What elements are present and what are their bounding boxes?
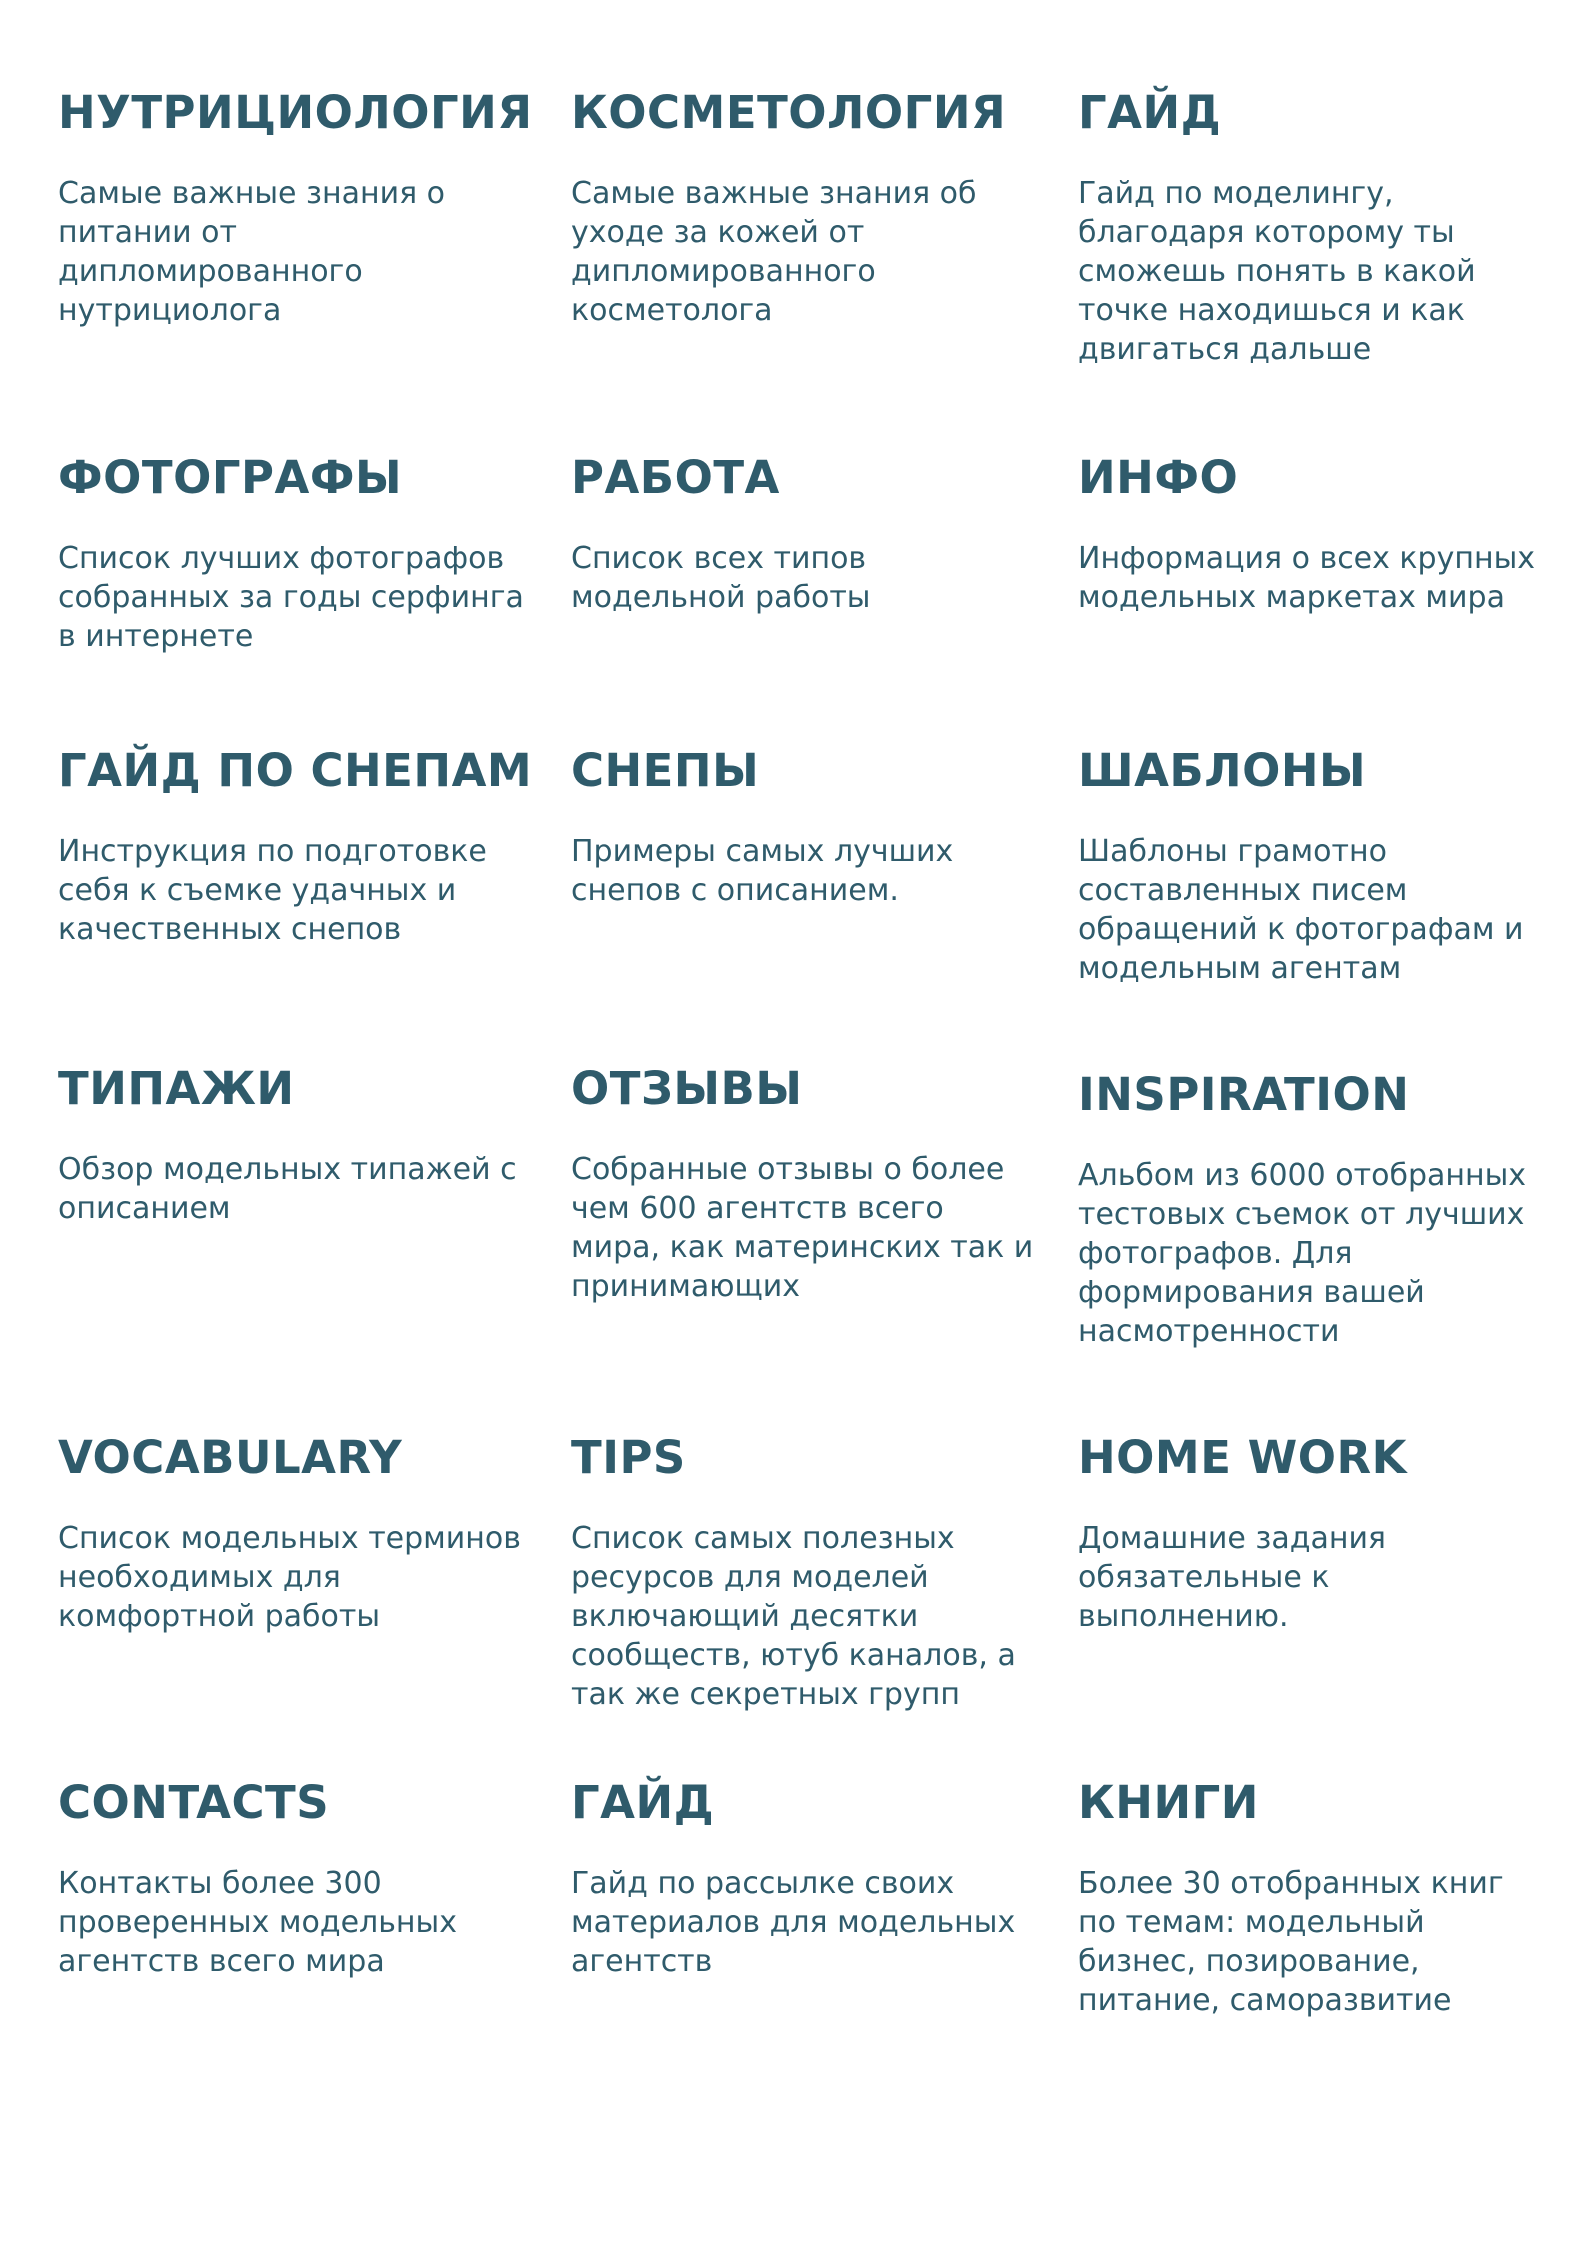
card-description: Инструкция по подготовке себя к съемке удачных и качественных снепов [58,833,487,947]
card-books [1078,1778,1538,2020]
card-description: Домашние задания обязательные к выполнению. [1078,1520,1386,1634]
card-inspiration [1078,1070,1538,1351]
card-title: CONTACTS [58,1776,330,1829]
card-description: Информация о всех крупных модельных маркетах мира [1078,540,1536,615]
card-description: Контакты более 300 проверенных модельных агентств всего мира [58,1865,457,1979]
card-title: КНИГИ [1078,1776,1259,1829]
card-description: Примеры самых лучших снепов с описанием. [571,833,954,908]
card-description: Гайд по моделингу, благодаря которому ты сможешь понять в какой точке находишься и как двигаться дальше [1078,175,1476,367]
card-title: ГАЙД [571,1776,715,1829]
card-title: РАБОТА [571,451,780,504]
card-templates [1078,746,1538,988]
card-description: Самые важные знания об уходе за кожей от дипломированного косметолога [571,175,977,328]
card-snaps [571,746,1041,910]
card-description: Шаблоны грамотно составленных писем обращений к фотографам и модельным агентам [1078,833,1524,986]
card-title: ШАБЛОНЫ [1078,744,1367,797]
card-description: Самые важные знания о питании от дипломированного нутрициолога [58,175,446,328]
card-types [58,1064,528,1228]
card-contacts [58,1778,528,1981]
card-photographers [58,453,528,656]
card-description: Список лучших фотографов собранных за годы серфинга в интернете [58,540,524,654]
card-title: КОСМЕТОЛОГИЯ [571,86,1007,139]
card-title: HOME WORK [1078,1431,1408,1484]
card-title: СНЕПЫ [571,744,760,797]
card-title: ФОТОГРАФЫ [58,451,403,504]
card-title: TIPS [571,1431,686,1484]
card-description: Собранные отзывы о более чем 600 агентств всего мира, как материнских так и принимающих [571,1151,1034,1304]
card-home-work [1078,1433,1538,1636]
card-title: INSPIRATION [1078,1068,1410,1121]
card-title: VOCABULARY [58,1431,403,1484]
card-nutrition [58,86,533,330]
card-work [571,453,1041,617]
card-info [1078,453,1538,617]
card-reviews [571,1064,1041,1306]
card-snaps-guide [58,744,533,949]
card-tips [571,1433,1041,1714]
card-description: Более 30 отобранных книг по темам: модельный бизнес, позирование, питание, саморазвитие [1078,1865,1504,2018]
card-description: Обзор модельных типажей с описанием [58,1151,517,1226]
card-mailing-guide [571,1778,1041,1981]
card-description: Список самых полезных ресурсов для моделей включающий десятки сообществ, ютуб каналов, а так же секретных групп [571,1520,1016,1712]
card-cosmetology [571,88,1041,330]
card-title: ГАЙД [1078,86,1222,139]
card-title: ГАЙД ПО СНЕПАМ [58,744,533,797]
card-description: Гайд по рассылке своих материалов для модельных агентств [571,1865,1016,1979]
card-vocabulary [58,1433,528,1636]
card-title: НУТРИЦИОЛОГИЯ [58,86,533,139]
card-description: Альбом из 6000 отобранных тестовых съемок от лучших фотографов. Для формирования вашей насмотренности [1078,1157,1527,1349]
card-title: ТИПАЖИ [58,1062,295,1115]
card-description: Список всех типов модельной работы [571,540,871,615]
card-guide [1078,88,1538,369]
card-title: ОТЗЫВЫ [571,1062,803,1115]
card-description: Список модельных терминов необходимых для комфортной работы [58,1520,521,1634]
card-title: ИНФО [1078,451,1239,504]
